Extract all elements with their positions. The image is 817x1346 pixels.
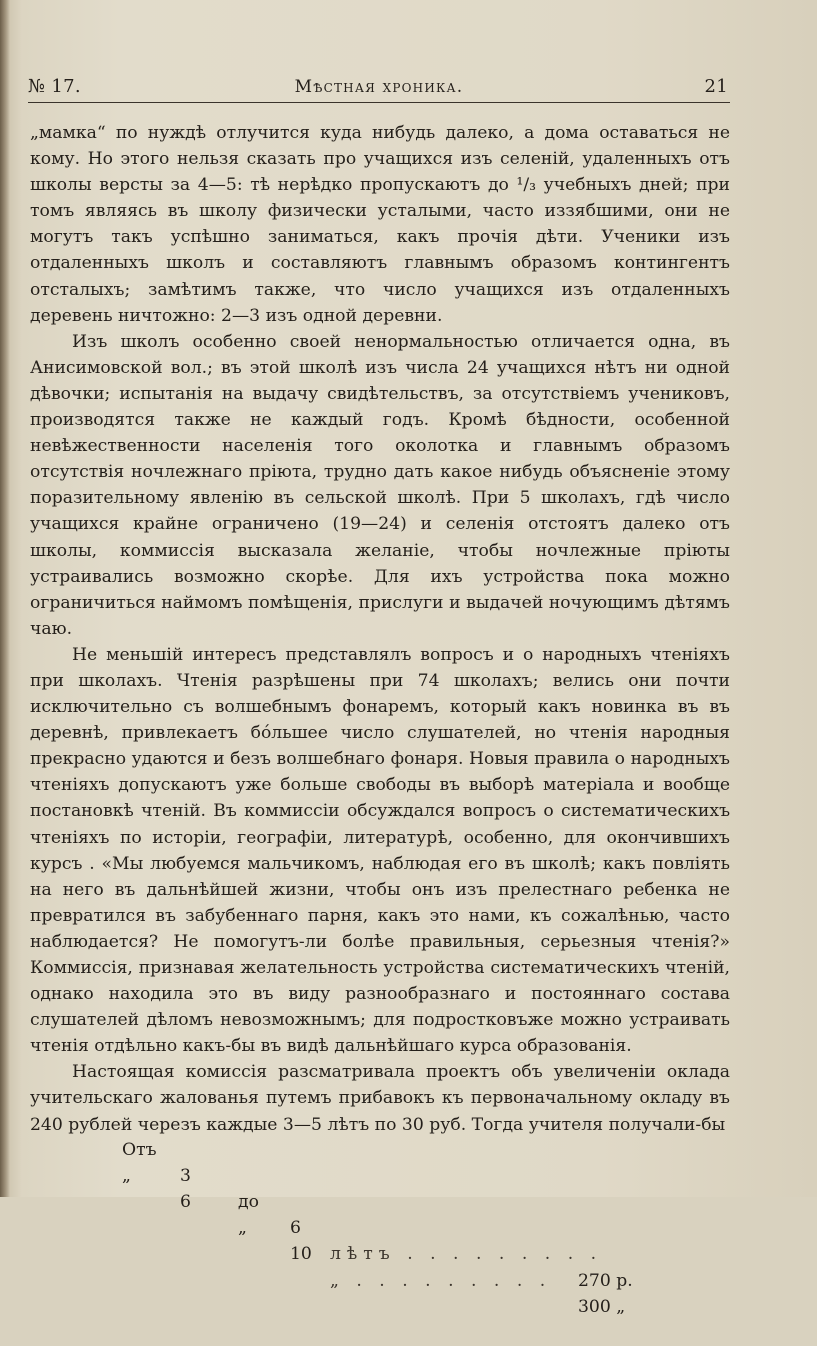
schedule-mid: до <box>238 1192 259 1213</box>
schedule-to: 6 <box>290 1218 301 1239</box>
salary-schedule <box>30 1111 730 1317</box>
paragraph-1: „мамка“ по нуждѣ отлучится куда нибудь далеко, а дома оставаться не кому. Но этого нельзя сказать про учащихся изъ селеній, удаленныхъ отъ школы версты за 4—5: тѣ нерѣдко пропускаютъ до ¹/₃ учебныхъ дней; при томъ являясь въ школу физически усталыми, часто иззябшими, они не могутъ такъ успѣшно заниматься, какъ прочія дѣти. Ученики изъ отдаленныхъ школъ и составляютъ главнымъ образомъ контингентъ отсталыхъ; замѣтимъ также, что число учащихся изъ отдаленныхъ деревень ничтожно: 2—3 изъ одной деревни. <box>30 123 730 326</box>
schedule-leader: „ . . . . . . . . . <box>330 1270 552 1291</box>
schedule-amount: 300 „ <box>578 1296 626 1317</box>
schedule-to: 10 <box>290 1244 312 1265</box>
paragraph-4: Настоящая комиссія разсматривала проектъ объ увеличеніи оклада учительскаго жалованья путемъ прибавокъ къ первоначальному окладу въ 240 рублей черезъ каждые 3—5 лѣтъ по 30 руб. Тогда учителя получали-бы <box>30 1062 730 1135</box>
schedule-from: 3 <box>180 1166 191 1187</box>
page-number: 21 <box>704 76 728 97</box>
binding-edge <box>0 0 10 1197</box>
schedule-amount: 270 р. <box>578 1270 633 1291</box>
schedule-prefix: Отъ <box>122 1140 157 1161</box>
schedule-prefix: „ <box>122 1166 131 1187</box>
paragraph-3: Не меньшій интересъ представлялъ вопросъ и о народныхъ чтеніяхъ при школахъ. Чтенія разрѣшены при 74 школахъ; велись они почти исключительно съ волшебнымъ фонаремъ, который какъ новинка въ въ деревнѣ, привлекаетъ бóльшее число слушателей, но чтенія народныя прекрасно удаются и безъ волшебнаго фонаря. Новыя правила о народныхъ чтеніяхъ допускаютъ уже больше свободы въ выборѣ матеріала и вообще постановкѣ чтеній. Въ коммиссіи обсуждался вопросъ о систематическихъ чтеніяхъ по исторіи, географіи, литературѣ, особенно, для окончившихъ курсъ . «Мы любуемся мальчикомъ, наблюдая его въ школѣ; какъ повліять на него въ дальнѣйшей жизни, чтобы онъ изъ прелестнаго ребенка не превратился въ забубеннаго парня, какъ это нами, къ сожалѣнью, часто наблюдается? Не помогутъ-ли болѣе правильныя, серьезныя чтенія?» Коммиссія, признавая желательность устройства систематическихъ чтеній, однако находила это въ виду разнообразнаго и постояннаго состава слушателей дѣломъ невозможнымъ; для подростковъже можно устраивать чтенія отдѣльно какъ-бы въ видѣ дальнѣйшаго курса образованія. <box>30 644 730 1057</box>
section-title: Мѣстная хроника. <box>294 77 464 97</box>
schedule-leader: лѣтъ . . . . . . . . . <box>330 1244 603 1265</box>
schedule-mid: „ <box>238 1218 247 1239</box>
body-text <box>30 120 730 1138</box>
issue-number: № 17. <box>28 76 81 97</box>
header-rule <box>28 102 730 103</box>
schedule-from: 6 <box>180 1192 191 1213</box>
paragraph-2: Изъ школъ особенно своей ненормальностью отличается одна, въ Анисимовской вол.; въ этой школѣ изъ числа 24 учащихся нѣтъ ни одной дѣвочки; испытанія на выдачу свидѣтельствъ, за отсутствіемъ учениковъ, производятся также не каждый годъ. Кромѣ бѣдности, особенной невѣжественности населенія того околотка и главнымъ образомъ отсутствія ночлежнаго пріюта, трудно дать какое нибудь объясненіе этому поразительному явленію въ сельской школѣ. При 5 школахъ, гдѣ число учащихся крайне ограничено (19—24) и селенія отстоятъ далеко отъ школы, коммиссія высказала желаніе, чтобы ночлежные пріюты устраивались возможно скорѣе. Для ихъ устройства пока можно ограничиться наймомъ помѣщенія, прислуги и выдачей ночующимъ дѣтямъ чаю. <box>30 331 730 639</box>
running-header <box>28 76 730 102</box>
